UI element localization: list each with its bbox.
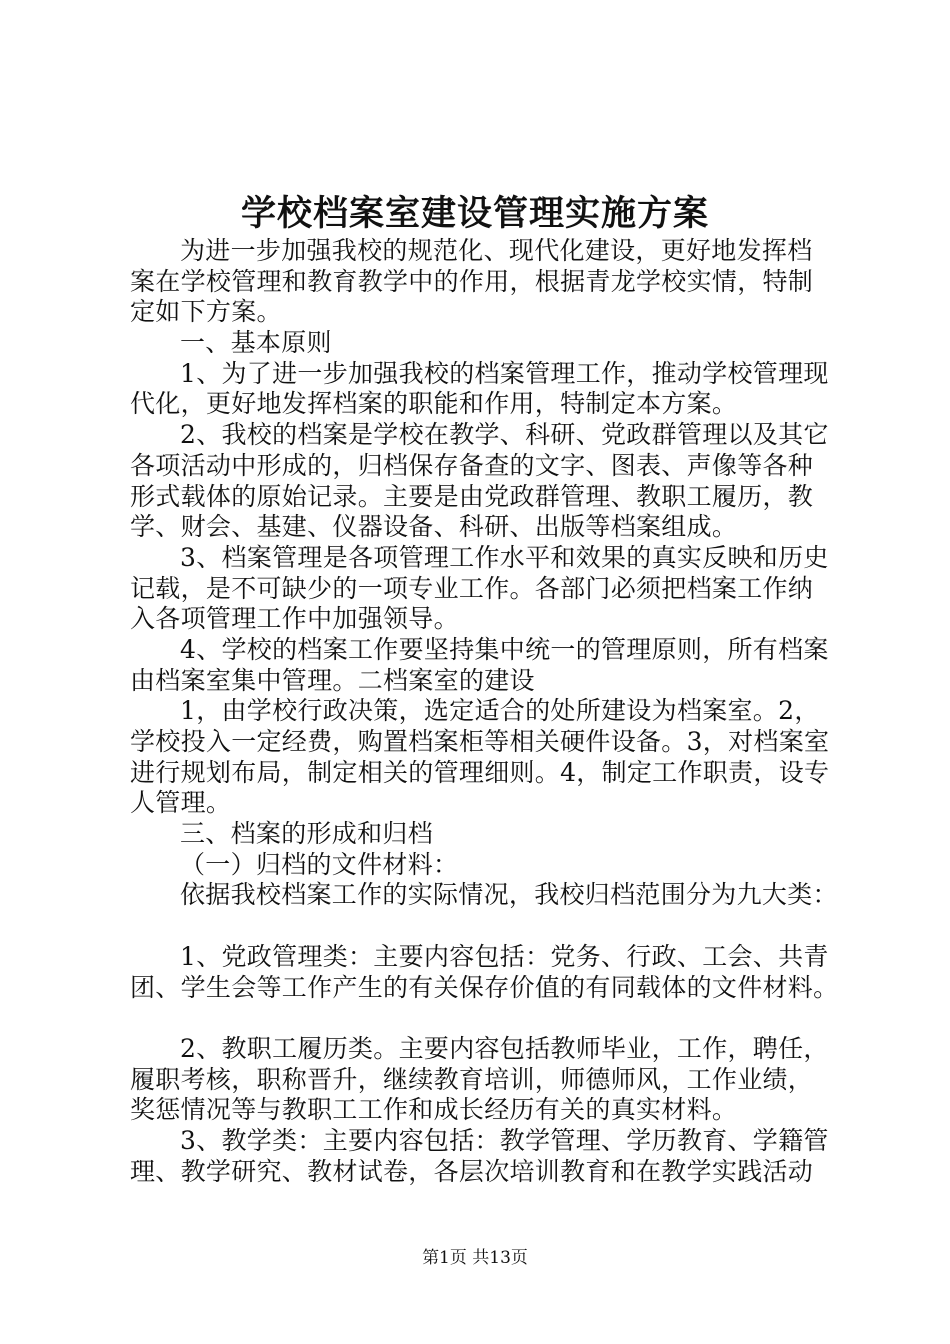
paragraph-line: 3、档案管理是各项管理工作水平和效果的真实反映和历史 [180, 542, 829, 572]
paragraph-line: 学、财会、基建、仪器设备、科研、出版等档案组成。 [130, 512, 738, 542]
paragraph-line: 2、我校的档案是学校在教学、科研、党政群管理以及其它 [180, 420, 829, 450]
paragraph-line: 为进一步加强我校的规范化、现代化建设，更好地发挥档 [180, 236, 813, 265]
paragraph-line: 定如下方案。 [130, 297, 282, 327]
paragraph-line: 理、教学研究、教材试卷，各层次培训教育和在教学实践活动 [130, 1156, 814, 1186]
document-title: 学校档案室建设管理实施方案 [240, 193, 709, 234]
paragraph-line: 4、学校的档案工作要坚持集中统一的管理原则，所有档案 [180, 634, 829, 664]
section-heading: 三、档案的形成和归档 [180, 819, 434, 849]
paragraph-line: 学校投入一定经费，购置档案柜等相关硬件设备。3，对档案室 [130, 727, 830, 756]
paragraph-line: 进行规划布局，制定相关的管理细则。4，制定工作职责，设专 [130, 757, 830, 787]
paragraph-line: 履职考核，职称晋升，继续教育培训，师德师风，工作业绩， [130, 1064, 814, 1094]
paragraph-line: 1、为了进一步加强我校的档案管理工作，推动学校管理现 [180, 358, 829, 388]
paragraph-line: 2、教职工履历类。主要内容包括教师毕业，工作，聘任， [180, 1033, 829, 1063]
paragraph-line: 各项活动中形成的，归档保存备查的文字、图表、声像等各种 [130, 450, 814, 480]
paragraph-line: 团、学生会等工作产生的有关保存价值的有同载体的文件材料。 [130, 972, 839, 1002]
paragraph-line: 人管理。 [130, 788, 232, 818]
paragraph-line: 入各项管理工作中加强领导。 [130, 604, 459, 634]
paragraph-line: 1，由学校行政决策，选定适合的处所建设为档案室。2， [180, 696, 820, 726]
paragraph-line: 案在学校管理和教育教学中的作用，根据青龙学校实情，特制 [130, 266, 814, 296]
subsection-heading: （一）归档的文件材料： [180, 849, 459, 879]
paragraph-line: 奖惩情况等与教职工工作和成长经历有关的真实材料。 [130, 1095, 738, 1125]
blank-line [130, 1003, 836, 1034]
paragraph-line: 依据我校档案工作的实际情况，我校归档范围分为九大类： [180, 880, 838, 910]
paragraph-line: 代化，更好地发挥档案的职能和作用，特制定本方案。 [130, 389, 738, 419]
paragraph-line: 3、教学类：主要内容包括：教学管理、学历教育、学籍管 [180, 1125, 829, 1155]
document-body [130, 236, 839, 1187]
section-heading: 一、基本原则 [180, 328, 332, 358]
page-footer: 第1页 共13页 [422, 1248, 528, 1268]
paragraph-line: 记载，是不可缺少的一项专业工作。各部门必须把档案工作纳 [130, 573, 814, 603]
blank-line [130, 911, 836, 942]
paragraph-line: 由档案室集中管理。二档案室的建设 [130, 665, 535, 695]
paragraph-line: 1、党政管理类：主要内容包括：党务、行政、工会、共青 [180, 941, 829, 971]
paragraph-line: 形式载体的原始记录。主要是由党政群管理、教职工履历，教 [130, 481, 814, 511]
